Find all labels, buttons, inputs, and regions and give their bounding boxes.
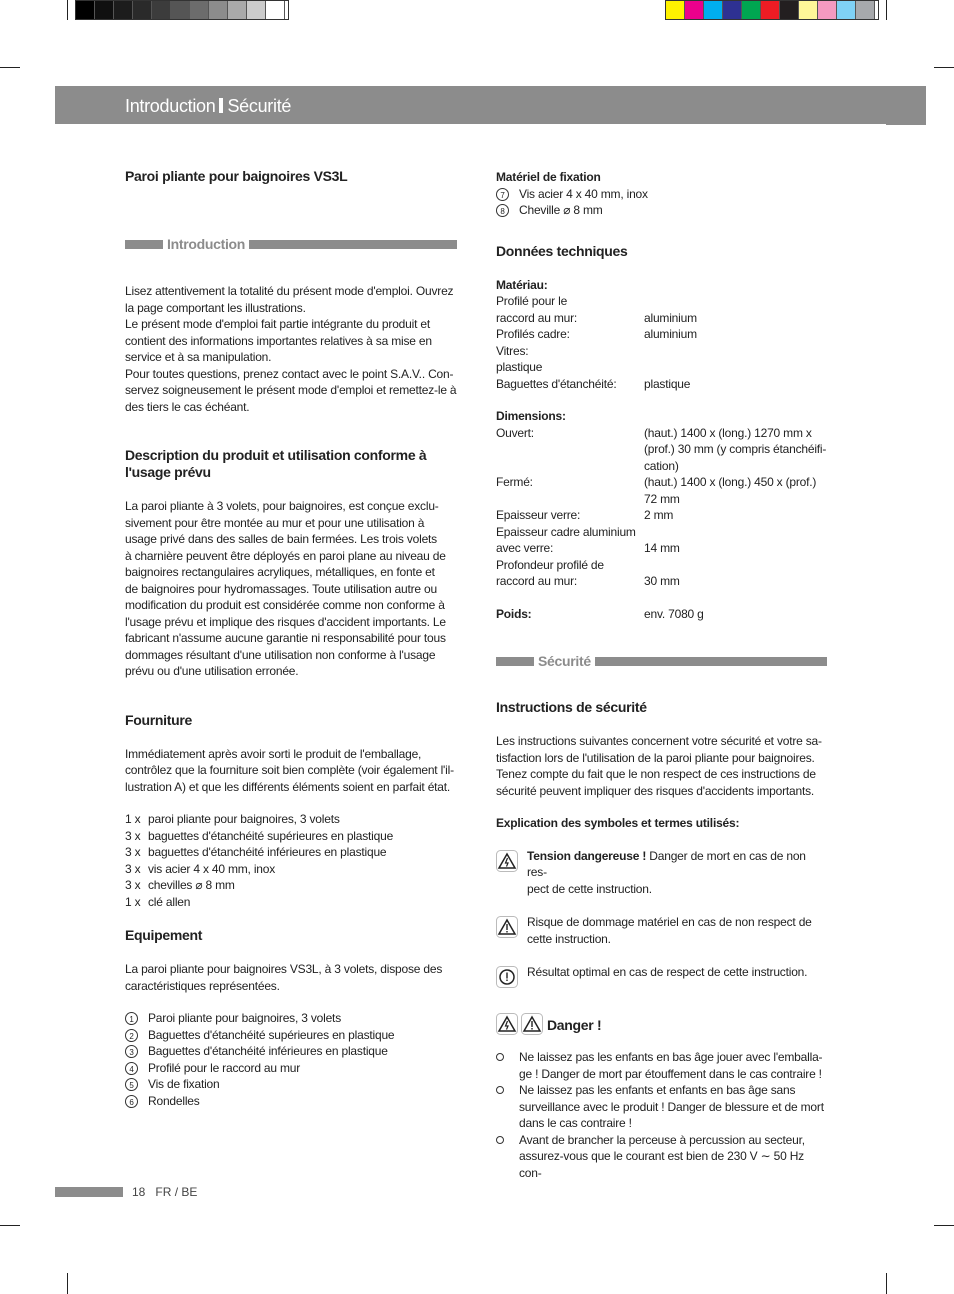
- list-item: [125, 1076, 457, 1093]
- color-swatch: [666, 1, 685, 19]
- text-line: caractéristiques représentées.: [125, 978, 280, 993]
- table-row: [496, 293, 827, 310]
- table-value: aluminium: [644, 327, 697, 341]
- page-header-tab: [886, 86, 926, 125]
- fourniture-list: [125, 811, 457, 910]
- table-row: [496, 425, 827, 442]
- table-row: [496, 507, 827, 524]
- list-item: [125, 861, 457, 878]
- table-value: aluminium: [644, 310, 697, 325]
- text-line: à charnière peuvent être déployés en paroi plane au niveau de: [125, 548, 446, 563]
- item-quantity: 1 x: [125, 812, 141, 826]
- item-number: 3: [125, 1045, 138, 1058]
- crop-mark: [934, 67, 954, 68]
- item-number-marker: [125, 1027, 148, 1044]
- warning-triangle-icon: [496, 848, 527, 877]
- table-row: [496, 310, 827, 327]
- safety-instructions-title: Instructions de sécurité: [496, 699, 647, 715]
- item-text: [519, 1049, 822, 1082]
- section-bar-label: Sécurité: [538, 652, 591, 669]
- table-value: [644, 557, 827, 574]
- material-label: Matériau:: [496, 277, 548, 292]
- table-row: [496, 491, 827, 508]
- text-line: sécurité peuvent impliquer des risques d'accidents importants.: [496, 783, 815, 798]
- description-title: Description du produit et utilisation conforme à l'usage prévu: [125, 447, 427, 480]
- circle-bullet-icon: [496, 1053, 504, 1061]
- text-line: La paroi pliante à 3 volets, pour baignoires, est conçue exclu-: [125, 499, 439, 513]
- text-line: Lisez attentivement la totalité du présent mode d'emploi. Ouvrez: [125, 284, 454, 298]
- table-label: Profondeur profilé de: [496, 557, 604, 572]
- table-label: Epaisseur cadre aluminium: [496, 524, 636, 539]
- gray-swatch: [228, 1, 247, 19]
- exclamation-circle-icon: [496, 964, 527, 993]
- circle-bullet-icon: [496, 1086, 504, 1094]
- table-row: [496, 474, 827, 491]
- table-row: [496, 343, 827, 360]
- item-number: 1: [125, 1012, 138, 1025]
- list-item: [496, 1082, 827, 1132]
- text-line: contient des informations importantes relatives à sa mise en: [125, 333, 432, 348]
- gray-swatch: [95, 1, 114, 19]
- list-item: [125, 844, 457, 861]
- page-header-title: [125, 96, 291, 117]
- text-line: dans le cas contraire !: [519, 1116, 632, 1130]
- safety-instructions-text: [496, 733, 827, 799]
- warning-triangle-icon: [496, 1013, 518, 1040]
- item-text: clé allen: [148, 894, 191, 909]
- text-line: ge ! Danger de mort par étouffement dans le cas contraire !: [519, 1066, 822, 1081]
- item-number-marker: [125, 1010, 148, 1027]
- item-text: Baguettes d'étanchéité inférieures en plastique: [148, 1044, 388, 1058]
- table-label: plastique: [496, 360, 543, 374]
- section-bar-introduction: [125, 237, 457, 251]
- header-separator: [219, 98, 223, 113]
- right-column: [496, 169, 827, 1181]
- dimensions-label: Dimensions:: [496, 409, 566, 423]
- table-value: 30 mm: [644, 574, 680, 588]
- equipement-list: [125, 1010, 457, 1109]
- bullet-marker: [496, 1082, 519, 1132]
- gray-swatch: [76, 1, 95, 19]
- table-row: [496, 441, 827, 458]
- equipement-title: Equipement: [125, 927, 203, 943]
- text-line: Le présent mode d'emploi fait partie intégrante du produit et: [125, 317, 430, 331]
- footer-bar: [55, 1187, 123, 1197]
- table-value: [644, 293, 827, 310]
- text-line: Les instructions suivantes concernent votre sécurité et votre sa-: [496, 734, 822, 748]
- text-line: assurez-vous que le courant est bien de 230 V ∼ 50 Hz con-: [519, 1149, 804, 1180]
- table-row: [496, 557, 827, 574]
- gray-swatch: [114, 1, 133, 19]
- color-swatch: [723, 1, 742, 19]
- material-table: [496, 293, 827, 392]
- table-label: [496, 458, 644, 475]
- text-line: sivement pour être montée au mur et pour une utilisation à: [125, 515, 425, 530]
- item-quantity: 3 x: [125, 828, 141, 843]
- list-item: [125, 828, 457, 845]
- color-swatch: [742, 1, 761, 19]
- fixation-title: Matériel de fixation: [496, 170, 601, 184]
- item-quantity: 3 x: [125, 861, 141, 876]
- symbol-row-damage: Risque de dommage matériel en cas de non respect de cette instruction.: [496, 914, 827, 947]
- item-text: Profilé pour le raccord au mur: [148, 1060, 301, 1075]
- table-row: [496, 326, 827, 343]
- text-line: lustration A) et que les différents éléments soient en parfait état.: [125, 779, 451, 794]
- intro-text: [125, 283, 457, 415]
- text-line: de baignoires pour hydromassages. Toute utilisation autre ou: [125, 581, 437, 596]
- table-value: (prof.) 30 mm (y compris étanchéifi-: [644, 442, 827, 456]
- item-text: Vis de fixation: [148, 1077, 220, 1091]
- danger-heading-row: [496, 1013, 827, 1040]
- table-label: [496, 441, 644, 458]
- equipement-text: [125, 961, 457, 994]
- bullet-marker: [496, 1132, 519, 1182]
- text-line: tisfaction lors de l'utilisation de la paroi pliante pour baignoires.: [496, 750, 815, 765]
- table-row: [496, 359, 827, 376]
- text-line: Pour toutes questions, prenez contact avec le point S.A.V.. Con-: [125, 366, 454, 381]
- text-line: dommages résultant d'une utilisation non conforme à l'usage: [125, 647, 436, 662]
- text-line: modification du produit est considérée comme non conforme à: [125, 598, 445, 612]
- text-line: fabricant n'assume aucune garantie ni responsabilité pour tous: [125, 631, 446, 645]
- item-number: 7: [496, 188, 509, 201]
- item-number-marker: [496, 186, 519, 203]
- text-line: contrôlez que la fourniture soit bien complète (voir également l'il-: [125, 763, 454, 777]
- list-item: [125, 1043, 457, 1060]
- fixation-list: [496, 186, 827, 219]
- table-label: [496, 491, 644, 508]
- item-number-marker: [125, 1093, 148, 1110]
- table-value: (haut.) 1400 x (long.) 1270 mm x: [644, 425, 812, 440]
- color-swatch: [704, 1, 723, 19]
- color-calibration-bar: [665, 0, 879, 20]
- table-row: [496, 573, 827, 590]
- list-item: [496, 1049, 827, 1082]
- item-number-marker: [125, 1060, 148, 1077]
- fourniture-text: [125, 746, 457, 796]
- table-label: Vitres:: [496, 343, 529, 358]
- table-label: Epaisseur verre:: [496, 508, 581, 522]
- gray-swatch: [152, 1, 171, 19]
- item-quantity: 3 x: [125, 845, 141, 859]
- text-line: Avant de brancher la perceuse à percussion au secteur,: [519, 1132, 805, 1147]
- warning-triangle-icon: [496, 914, 527, 943]
- grayscale-calibration-bar: [75, 0, 289, 20]
- circle-bullet-icon: [496, 1136, 504, 1144]
- symbol-row-optimal: Résultat optimal en cas de respect de cette instruction.: [496, 964, 827, 993]
- section-bar-securite: [496, 654, 827, 668]
- weight-row: [496, 606, 827, 623]
- item-number: 5: [125, 1078, 138, 1091]
- color-swatch: [761, 1, 780, 19]
- table-value: [644, 359, 827, 376]
- item-number: 2: [125, 1029, 138, 1042]
- item-number: 8: [496, 204, 509, 217]
- table-label: raccord au mur:: [496, 310, 578, 325]
- table-label: avec verre:: [496, 541, 554, 555]
- table-label: Fermé:: [496, 475, 533, 489]
- danger-list: [496, 1049, 827, 1181]
- item-quantity: 3 x: [125, 878, 141, 892]
- table-value: plastique: [644, 376, 691, 391]
- color-swatch: [780, 1, 799, 19]
- table-value: 14 mm: [644, 541, 680, 555]
- gray-swatch: [133, 1, 152, 19]
- description-text: [125, 498, 457, 680]
- color-swatch: [837, 1, 856, 19]
- color-swatch: [685, 1, 704, 19]
- color-swatch: [856, 1, 875, 19]
- text-line: Tenez compte du fait que le non respect de ces instructions de: [496, 767, 816, 781]
- footer-page-info: [132, 1185, 197, 1199]
- crop-mark: [886, 0, 887, 20]
- language-code: FR / BE: [155, 1185, 198, 1199]
- item-number-marker: [496, 202, 519, 219]
- gray-swatch: [247, 1, 266, 19]
- text-line: Immédiatement après avoir sorti le produit de l'emballage,: [125, 746, 422, 761]
- crop-mark: [0, 67, 20, 68]
- table-label: Profilé pour le: [496, 294, 568, 308]
- danger-title: Danger !: [547, 1017, 602, 1034]
- text-line: Ne laissez pas les enfants en bas âge jouer avec l'emballa-: [519, 1050, 823, 1064]
- color-swatch: [818, 1, 837, 19]
- item-text: Vis acier 4 x 40 mm, inox: [519, 186, 648, 201]
- gray-swatch: [266, 1, 285, 19]
- list-item: [125, 1093, 457, 1110]
- item-text: Paroi pliante pour baignoires, 3 volets: [148, 1011, 341, 1025]
- dimensions-table: [496, 425, 827, 590]
- table-row: [496, 540, 827, 557]
- crop-mark: [67, 0, 68, 20]
- crop-mark: [67, 1273, 68, 1294]
- table-value: (haut.) 1400 x (long.) 450 x (prof.): [644, 475, 817, 489]
- list-item: [496, 1132, 827, 1182]
- text-line: surveillance avec le produit ! Danger de blessure et de mort: [519, 1099, 824, 1114]
- text-line: des tiers le cas échéant.: [125, 399, 250, 414]
- table-value: cation): [644, 458, 679, 473]
- item-text: baguettes d'étanchéité supérieures en plastique: [148, 828, 394, 843]
- item-text: Baguettes d'étanchéité supérieures en plastique: [148, 1027, 395, 1042]
- crop-mark: [886, 1273, 887, 1294]
- list-item: [125, 1060, 457, 1077]
- text-line: usage privé dans des salles de bain fermées. Les trois volets: [125, 532, 437, 546]
- table-label: Profilés cadre:: [496, 327, 570, 341]
- tech-data-title: Données techniques: [496, 242, 628, 259]
- text-line: la page comportant les illustrations.: [125, 300, 306, 315]
- crop-mark: [934, 1225, 954, 1226]
- symbols-title: Explication des symboles et termes utilisés:: [496, 816, 740, 830]
- text-line: prévu ou d'une utilisation erronée.: [125, 664, 299, 678]
- gray-swatch: [209, 1, 228, 19]
- item-text: Cheville ⌀ 8 mm: [519, 203, 603, 217]
- header-part-introduction: Introduction: [125, 96, 216, 116]
- list-item: [125, 1027, 457, 1044]
- fourniture-title: Fourniture: [125, 711, 192, 728]
- crop-mark: [0, 1225, 20, 1226]
- warning-triangle-icon: [521, 1013, 543, 1040]
- list-item: [125, 811, 457, 828]
- item-number: 6: [125, 1095, 138, 1108]
- table-value: [644, 524, 827, 541]
- item-number-marker: [125, 1076, 148, 1093]
- item-text: paroi pliante pour baignoires, 3 volets: [148, 812, 340, 826]
- table-row: [496, 524, 827, 541]
- list-item: [496, 186, 827, 203]
- text-line: l'usage prévu et implique des risques d'accident importants. Le: [125, 614, 446, 629]
- page-number: 18: [132, 1185, 146, 1199]
- item-quantity: 1 x: [125, 894, 141, 909]
- table-value: 72 mm: [644, 491, 680, 506]
- item-text: vis acier 4 x 40 mm, inox: [148, 861, 276, 876]
- list-item: [496, 202, 827, 219]
- text-line: service et à sa manipulation.: [125, 350, 272, 364]
- section-bar-label: Introduction: [167, 235, 246, 252]
- table-value: [644, 343, 827, 360]
- color-swatch: [799, 1, 818, 19]
- table-label: raccord au mur:: [496, 574, 578, 588]
- item-number: 4: [125, 1062, 138, 1075]
- item-text: [519, 1132, 827, 1182]
- table-label: Baguettes d'étanchéité:: [496, 376, 617, 391]
- header-part-securite: Sécurité: [227, 96, 292, 116]
- text-line: baignoires rectangulaires acryliques, métalliques, en fonte et: [125, 565, 435, 579]
- text-line: Ne laissez pas les enfants et enfants en bas âge sans: [519, 1083, 796, 1097]
- symbol-row-voltage: Tension dangereuse ! Danger de mort en cas de non res- pect de cette instruction.: [496, 848, 827, 898]
- text-line: La paroi pliante pour baignoires VS3L, à 3 volets, dispose des: [125, 962, 443, 976]
- list-item: [125, 1010, 457, 1027]
- list-item: [125, 877, 457, 894]
- bullet-marker: [496, 1049, 519, 1082]
- weight-value: env. 7080 g: [644, 606, 704, 621]
- item-number-marker: [125, 1043, 148, 1060]
- product-title: Paroi pliante pour baignoires VS3L: [125, 168, 348, 184]
- item-text: chevilles ⌀ 8 mm: [148, 878, 235, 892]
- table-value: 2 mm: [644, 508, 674, 522]
- table-row: [496, 376, 827, 393]
- gray-swatch: [190, 1, 209, 19]
- text-line: servez soigneusement le présent mode d'emploi et remettez-le à: [125, 383, 457, 397]
- item-text: Rondelles: [148, 1093, 200, 1108]
- weight-label: Poids:: [496, 606, 532, 621]
- left-column: [125, 168, 457, 1109]
- table-label: Ouvert:: [496, 425, 534, 440]
- item-text: baguettes d'étanchéité inférieures en plastique: [148, 845, 387, 859]
- gray-swatch: [171, 1, 190, 19]
- table-row: [496, 458, 827, 475]
- item-text: [519, 1082, 824, 1132]
- list-item: [125, 894, 457, 911]
